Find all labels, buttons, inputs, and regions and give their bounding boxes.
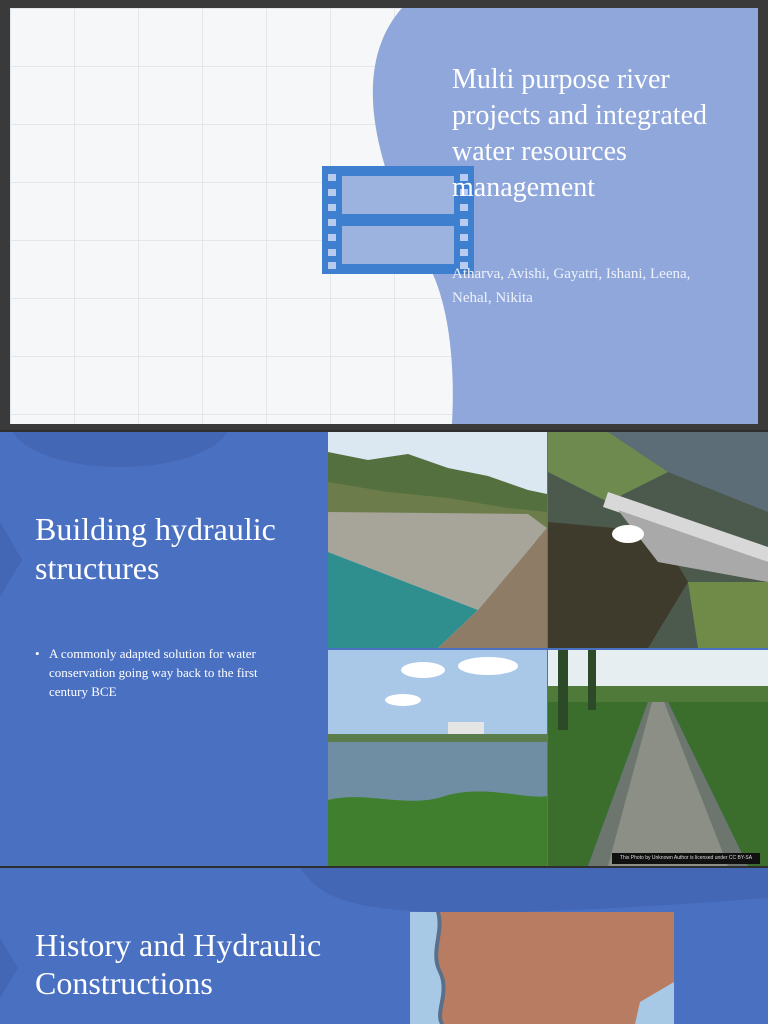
presentation-title: Multi purpose river projects and integrated water resources management (452, 64, 708, 203)
lake-photo (328, 650, 547, 866)
bullet-glyph: • (35, 646, 40, 661)
author-list: Atharva, Avishi, Gayatri, Ishani, Leena, Nehal, Nikita (452, 266, 691, 306)
history-slide (0, 868, 768, 1024)
aerial-dam-photo (548, 432, 768, 648)
slide-title: History and Hydraulic Constructions (35, 927, 322, 1001)
photo-credit[interactable]: This Photo by Unknown Author is licensed under CC BY-SA (612, 853, 760, 864)
slide-title: Building hydraulic structures (35, 511, 276, 586)
historical-map-image (410, 912, 674, 1024)
bullet-text: A commonly adapted solution for water conservation going way back to the first century BCE (49, 646, 258, 699)
hydraulic-structures-slide (0, 432, 768, 866)
title-slide (0, 0, 768, 430)
dam-wall-photo (328, 432, 547, 648)
bullet-point (35, 644, 295, 701)
canal-photo (548, 650, 768, 866)
